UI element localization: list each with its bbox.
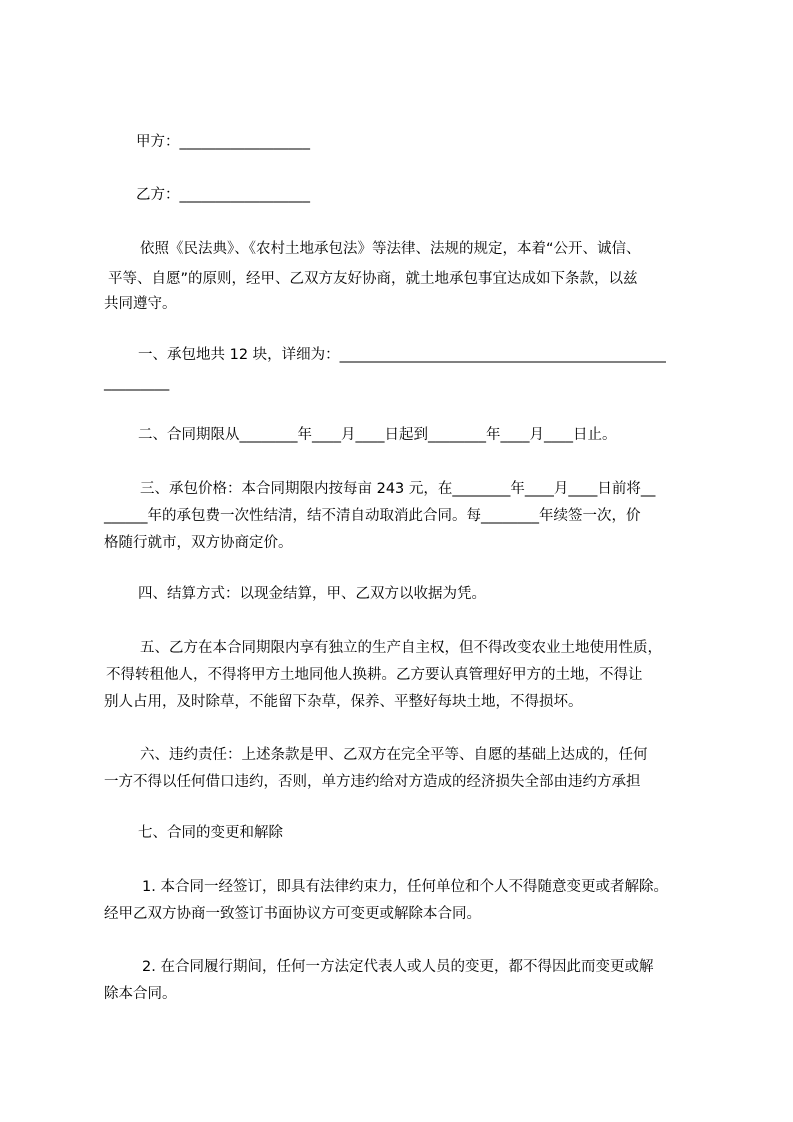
preamble-line-1: 依照《民法典》、《农村土地承包法》等法律、法规的规定，本着“公开、诚信、 [140,241,641,257]
party-a-line: 甲方：__________________ [136,134,310,150]
party-b-line: 乙方：__________________ [136,187,310,203]
preamble-line-2: 平等、自愿”的原则，经甲、乙双方友好协商，就土地承包事宜达成如下条款，以兹 [108,271,638,287]
clause-7-2-line-2: 除本合同。 [104,986,177,1002]
clause-5-line-2: 不得转租他人，不得将甲方土地同他人换耕。乙方要认真管理好甲方的土地，不得让 [106,667,643,683]
clause-2-line: 二、合同期限从________年____月____日起到________年____月____日止。 [138,427,617,443]
clause-6-line-1: 六、违约责任：上述条款是甲、乙双方在完全平等、自愿的基础上达成的，任何 [140,747,648,763]
clause-3-line-1: 三、承包价格：本合同期限内按每亩 243 元，在________年____月____日前将__ [140,481,656,497]
clause-7-1-line-2: 经甲乙双方协商一致签订书面协议方可变更或解除本合同。 [104,906,481,922]
clause-3-line-2: ______年的承包费一次性结清，结不清自动取消此合同。每________年续签一次，价 [104,508,641,524]
clause-4-line: 四、结算方式：以现金结算，甲、乙双方以收据为凭。 [138,586,486,602]
clause-5-line-1: 五、乙方在本合同期限内享有独立的生产自主权，但不得改变农业土地使用性质， [140,640,662,656]
clause-7-title: 七、合同的变更和解除 [138,825,283,841]
preamble-line-3: 共同遵守。 [104,296,177,312]
clause-7-1-line-1: 1. 本合同一经签订，即具有法律约束力，任何单位和个人不得随意变更或者解除。 [142,879,668,895]
clause-6-line-2: 一方不得以任何借口违约，否则，单方违约给对方造成的经济损失全部由违约方承担 [104,774,641,790]
clause-3-line-3: 格随行就市，双方协商定价。 [104,535,293,551]
clause-7-2-line-1: 2. 在合同履行期间，任何一方法定代表人或人员的变更，都不得因此而变更或解 [142,959,654,975]
clause-1-line-2: _________ [104,375,170,391]
clause-5-line-3: 别人占用，及时除草，不能留下杂草，保养、平整好每块土地，不得损坏。 [104,694,583,710]
clause-1-line-1: 一、承包地共 12 块，详细为：_____________________________________________ [138,347,666,363]
